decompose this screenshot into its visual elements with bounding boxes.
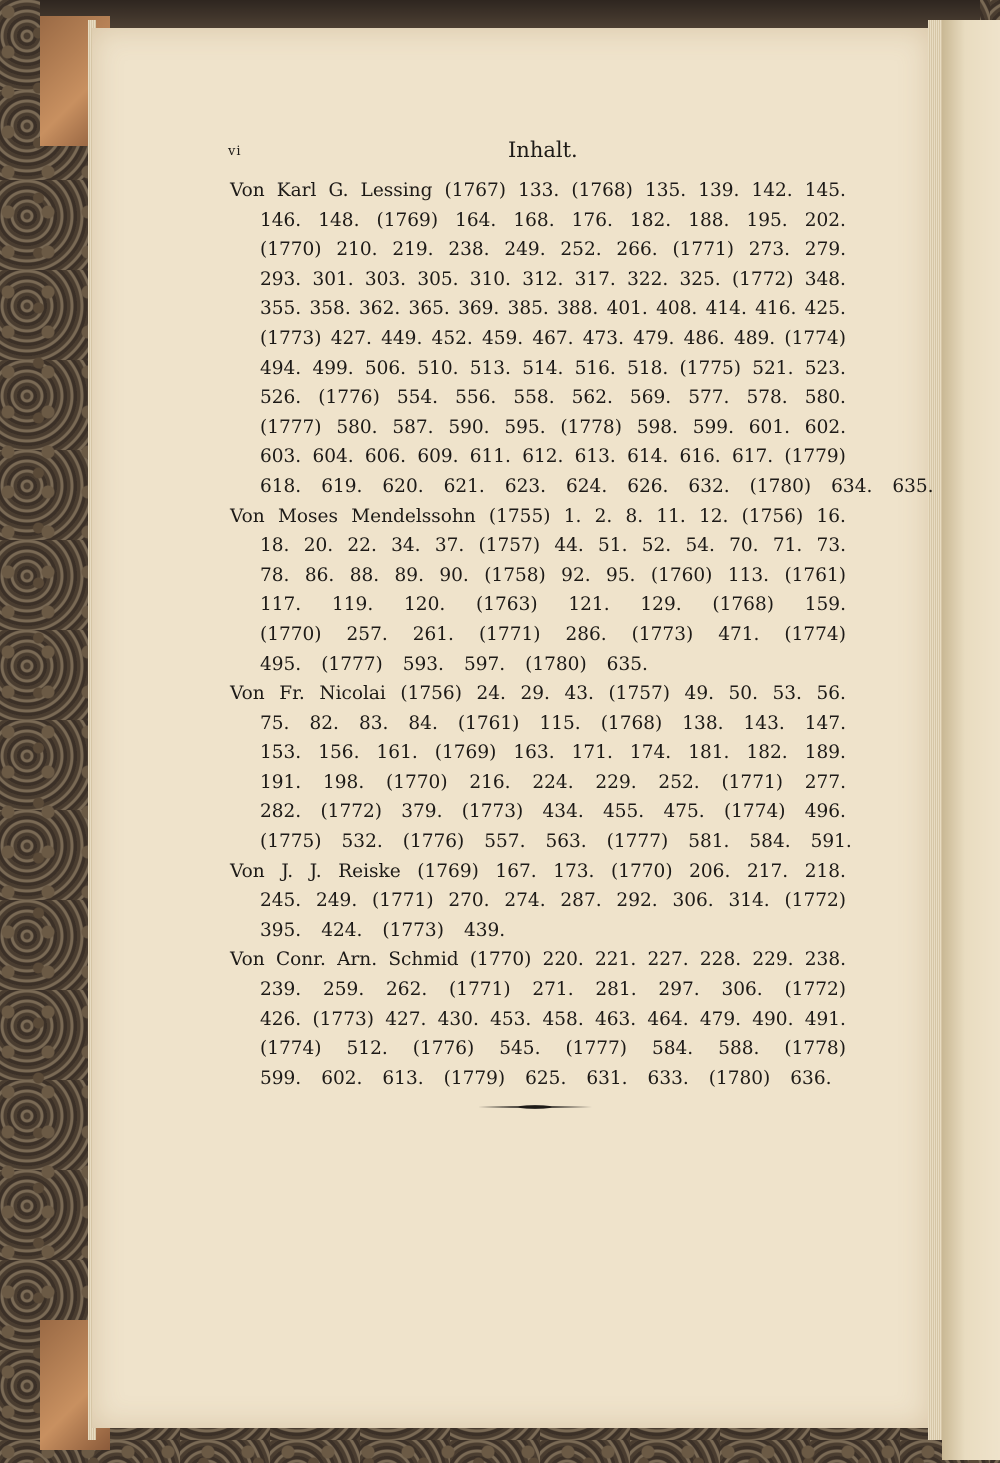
- facing-page: [942, 20, 1000, 1460]
- index-line: 426. (1773) 427. 430. 453. 458. 463. 464. 479. 490. 491.: [260, 1008, 846, 1030]
- index-line: 18. 20. 22. 34. 37. (1757) 44. 51. 52. 54. 70. 71. 73.: [260, 535, 846, 557]
- index-line: 191. 198. (1770) 216. 224. 229. 252. (1771) 277.: [260, 771, 846, 793]
- index-line: (1770) 257. 261. (1771) 286. (1773) 471. (1774): [260, 623, 846, 645]
- index-line: Von Karl G. Lessing (1767) 133. (1768) 135. 139. 142. 145.: [230, 180, 846, 201]
- index-line: 599. 602. 613. (1779) 625. 631. 633. (1780) 636.: [260, 1067, 832, 1089]
- index-line: (1775) 532. (1776) 557. 563. (1777) 581. 584. 591.: [260, 831, 852, 853]
- index-line: 146. 148. (1769) 164. 168. 176. 182. 188. 195. 202.: [260, 209, 846, 231]
- index-line: 153. 156. 161. (1769) 163. 171. 174. 181. 182. 189.: [260, 742, 846, 764]
- index-line: 245. 249. (1771) 270. 274. 287. 292. 306. 314. (1772): [260, 890, 846, 912]
- index-line: (1770) 210. 219. 238. 249. 252. 266. (1771) 273. 279.: [260, 239, 846, 261]
- index-line: 618. 619. 620. 621. 623. 624. 626. 632. (1780) 634. 635.: [260, 475, 934, 497]
- page-stack-right: [928, 20, 942, 1440]
- index-text: [230, 176, 934, 1093]
- index-line: (1774) 512. (1776) 545. (1777) 584. 588. (1778): [260, 1038, 846, 1060]
- index-line: 495. (1777) 593. 597. (1780) 635.: [260, 653, 648, 675]
- index-line: 293. 301. 303. 305. 310. 312. 317. 322. 325. (1772) 348.: [260, 268, 846, 290]
- index-line: 526. (1776) 554. 556. 558. 562. 569. 577. 578. 580.: [260, 387, 846, 409]
- running-title: Inhalt.: [508, 138, 578, 162]
- index-line: 395. 424. (1773) 439.: [260, 919, 506, 941]
- index-line: (1773) 427. 449. 452. 459. 467. 473. 479. 486. 489. (1774): [260, 327, 846, 349]
- index-line: Von Moses Mendelssohn (1755) 1. 2. 8. 11. 12. (1756) 16.: [230, 505, 846, 527]
- index-line: (1777) 580. 587. 590. 595. (1778) 598. 599. 601. 602.: [260, 416, 846, 438]
- index-line: 75. 82. 83. 84. (1761) 115. (1768) 138. 143. 147.: [260, 712, 846, 734]
- index-line: 355. 358. 362. 365. 369. 385. 388. 401. 408. 414. 416. 425.: [260, 298, 846, 320]
- page-number: vi: [228, 144, 242, 159]
- index-line: 282. (1772) 379. (1773) 434. 455. 475. (1774) 496.: [260, 801, 846, 823]
- index-line: 603. 604. 606. 609. 611. 612. 613. 614. 616. 617. (1779): [260, 446, 846, 468]
- index-line: 494. 499. 506. 510. 513. 514. 516. 518. (1775) 521. 523.: [260, 357, 846, 379]
- index-line: 117. 119. 120. (1763) 121. 129. (1768) 159.: [260, 594, 846, 616]
- index-line: 239. 259. 262. (1771) 271. 281. 297. 306. (1772): [260, 979, 846, 1001]
- index-line: 78. 86. 88. 89. 90. (1758) 92. 95. (1760) 113. (1761): [260, 564, 846, 586]
- page-header: [228, 138, 838, 172]
- index-line: Von Conr. Arn. Schmid (1770) 220. 221. 227. 228. 229. 238.: [230, 949, 846, 971]
- index-line: Von J. J. Reiske (1769) 167. 173. (1770) 206. 217. 218.: [230, 860, 846, 882]
- index-line: Von Fr. Nicolai (1756) 24. 29. 43. (1757) 49. 50. 53. 56.: [230, 683, 846, 705]
- end-ornament-rule: [478, 1104, 592, 1110]
